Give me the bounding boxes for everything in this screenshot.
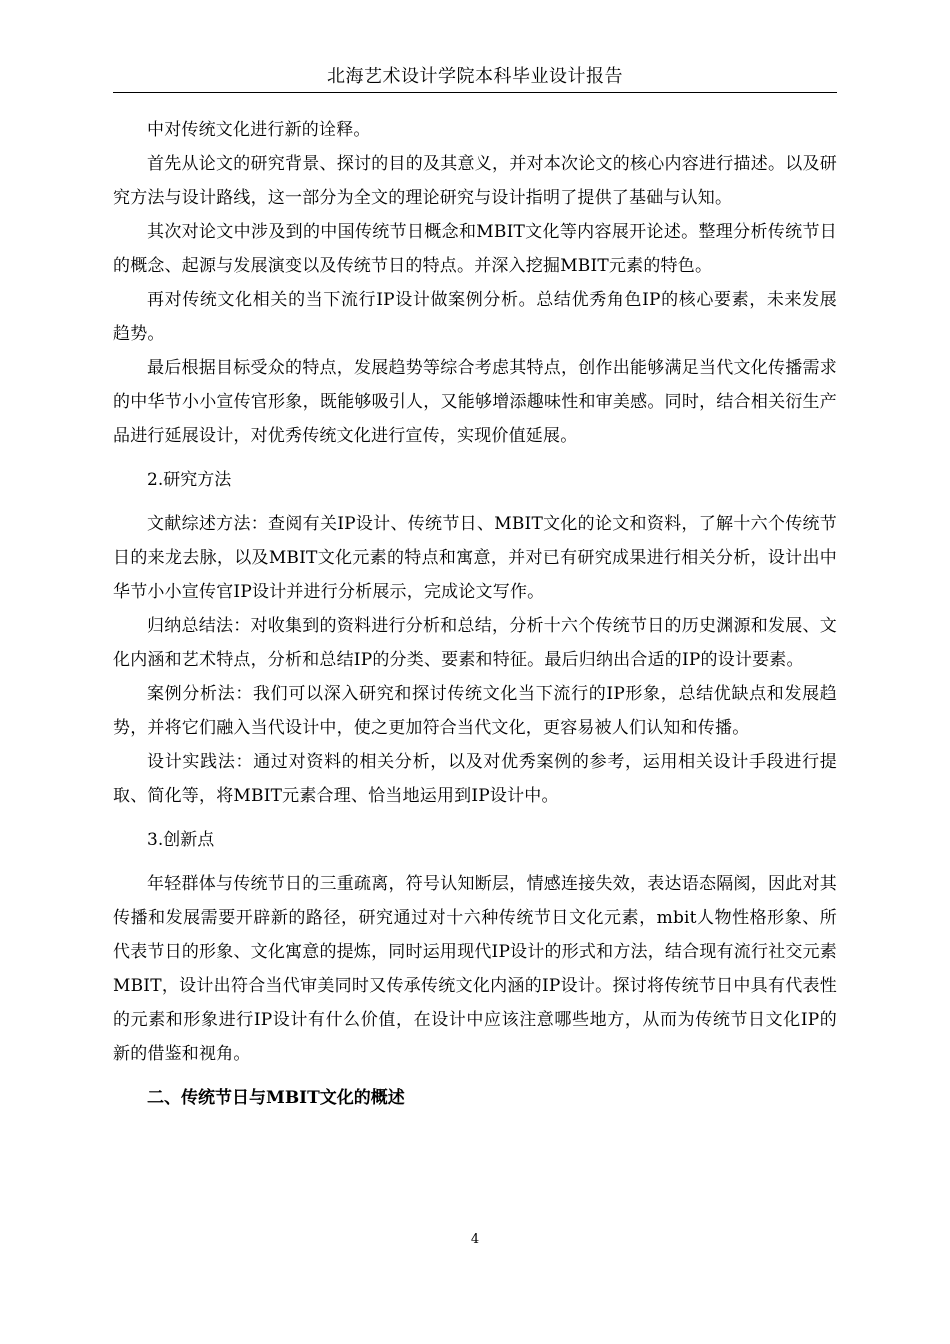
- paragraph-first: 首先从论文的研究背景、探讨的目的及其意义，并对本次论文的核心内容进行描述。以及研究方法与设计路线，这一部分为全文的理论研究与设计指明了提供了基础与认知。: [113, 154, 837, 208]
- paragraph-design-practice: 设计实践法：通过对资料的相关分析，以及对优秀案例的参考，运用相关设计手段进行提取、简化等，将MBIT元素合理、恰当地运用到IP设计中。: [113, 752, 837, 806]
- paragraph-fourth: 最后根据目标受众的特点，发展趋势等综合考虑其特点，创作出能够满足当代文化传播需求的中华节小小宣传官形象，既能够吸引人，又能够增添趣味性和审美感。同时，结合相关衍生产品进行延展设计，对优秀传统文化进行宣传，实现价值延展。: [113, 358, 837, 446]
- page-header: 北海艺术设计学院本科毕业设计报告: [113, 62, 837, 93]
- page-number: 4: [470, 1232, 480, 1247]
- paragraph-second: 其次对论文中涉及到的中国传统节日概念和MBIT文化等内容展开论述。整理分析传统节日的概念、起源与发展演变以及传统节日的特点。并深入挖掘MBIT元素的特色。: [113, 222, 837, 276]
- subheading-research-methods: 2.研究方法: [147, 470, 232, 490]
- paragraph-induction: 归纳总结法：对收集到的资料进行分析和总结，分析十六个传统节日的历史渊源和发展、文化内涵和艺术特点，分析和总结IP的分类、要素和特征。最后归纳出合适的IP的设计要素。: [113, 616, 837, 670]
- subheading-innovation: 3.创新点: [147, 830, 215, 850]
- paragraph-case-analysis: 案例分析法：我们可以深入研究和探讨传统文化当下流行的IP形象，总结优缺点和发展趋势，并将它们融入当代设计中，使之更加符合当代文化，更容易被人们认知和传播。: [113, 684, 837, 738]
- section-heading-chapter-two: 二、传统节日与MBIT文化的概述: [147, 1088, 405, 1108]
- paragraph-literature-review: 文献综述方法：查阅有关IP设计、传统节日、MBIT文化的论文和资料，了解十六个传统节日的来龙去脉，以及MBIT文化元素的特点和寓意，并对已有研究成果进行相关分析，设计出中华节小小宣传官IP设计并进行分析展示，完成论文写作。: [113, 514, 837, 602]
- paragraph-intro-continuation: 中对传统文化进行新的诠释。: [147, 120, 371, 140]
- paragraph-innovation: 年轻群体与传统节日的三重疏离，符号认知断层，情感连接失效，表达语态隔阂，因此对其传播和发展需要开辟新的路径，研究通过对十六种传统节日文化元素，mbit人物性格形象、所代表节日的形象、文化寓意的提炼，同时运用现代IP设计的形式和方法，结合现有流行社交元素MBIT，设计出符合当代审美同时又传承传统文化内涵的IP设计。探讨将传统节日中具有代表性的元素和形象进行IP设计有什么价值，在设计中应该注意哪些地方，从而为传统节日文化IP的新的借鉴和视角。: [113, 874, 837, 1064]
- body-content: [113, 113, 837, 1115]
- paragraph-third: 再对传统文化相关的当下流行IP设计做案例分析。总结优秀角色IP的核心要素，未来发展趋势。: [113, 290, 837, 344]
